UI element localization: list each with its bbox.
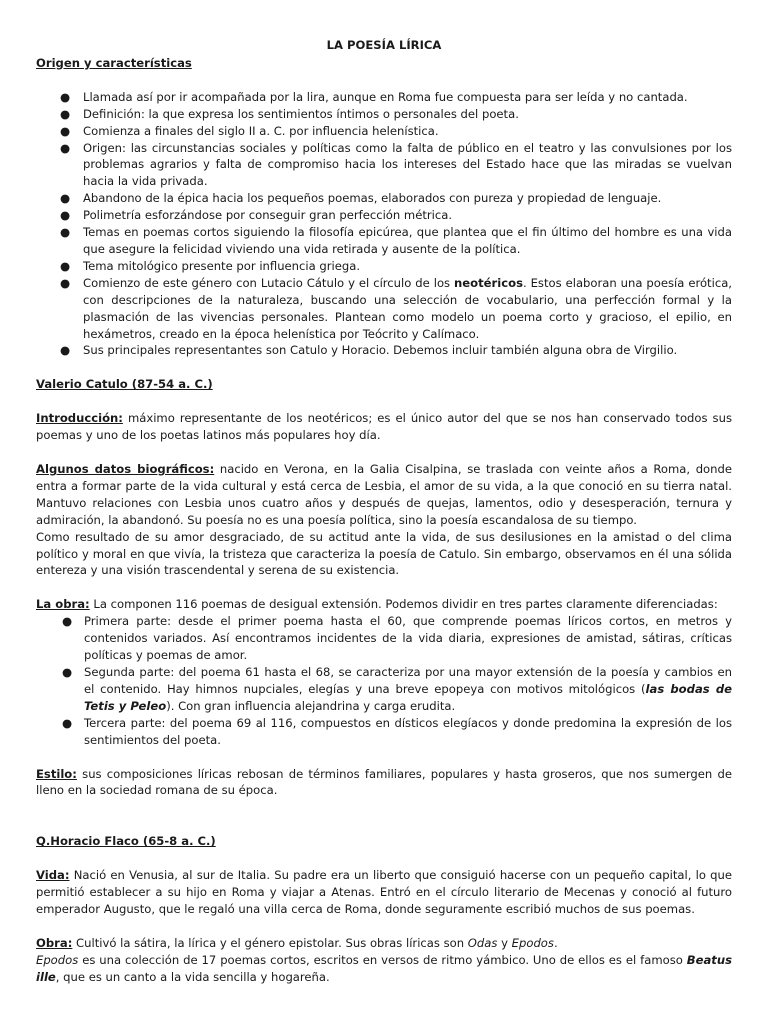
list-item: ● Temas en poemas cortos siguiendo la filosofía epicúrea, que plantea que el fin último del hombre es una vida que asegure la felicidad viviendo una vida retirada y ausente de la política. — [60, 225, 732, 256]
catulo-bio-paragraph: Algunos datos biográficos: nacido en Verona, en la Galia Cisalpina, se traslada con veinte años a Roma, donde entra a formar parte de la vida cultural y está cerca de Lesbia, el amor de su vida, a la que conoció en su tierra natal. Mantuvo relaciones con Lesbia unos cuatro años y después de quejas, lamentos, odio y desesperación, ternura y admiración, la abandonó. Su poesía no es una poesía política, sino la poesía escandalosa de su tiempo. — [36, 462, 732, 527]
list-item: ● Comienza a finales del siglo II a. C. por influencia helenística. — [60, 123, 439, 138]
bullet-icon: ● — [60, 275, 71, 290]
bullet-icon: ● — [60, 140, 71, 155]
catulo-intro-paragraph: Introducción: máximo representante de los neotéricos; es el único autor del que se nos han conservado todos sus poemas y uno de los poetas latinos más populares hoy día. — [36, 411, 732, 443]
bodas-title: las bodas de Tetis y Peleo — [84, 681, 732, 713]
origen-bullet-list — [36, 89, 732, 360]
section-heading-catulo: Valerio Catulo (87-54 a. C.) — [36, 377, 213, 392]
bullet-icon: ● — [60, 258, 71, 273]
neotericos-term: neotéricos — [454, 275, 523, 290]
bullet-icon: ● — [60, 225, 71, 240]
horacio-obra-paragraph: Obra: Cultivó la sátira, la lírica y el género epistolar. Sus obras líricas son Odas y Epodos. — [36, 935, 558, 950]
bullet-icon: ● — [60, 123, 71, 138]
obra-label: Obra: — [36, 935, 73, 950]
odas-title: Odas — [467, 935, 498, 950]
epodos-title: Epodos — [36, 952, 79, 967]
bullet-icon: ● — [60, 191, 71, 206]
bullet-icon: ● — [60, 89, 71, 104]
bullet-icon: ● — [60, 106, 71, 121]
vida-label: Vida: — [36, 868, 70, 883]
list-item: ● Primera parte: desde el primer poema hasta el 60, que comprende poemas líricos cortos, en metros y contenidos variados. Así encontramos incidentes de la vida diaria, expresiones de amistad, sátiras, críticas políticas y poemas de amor. — [62, 614, 732, 663]
horacio-epodos-paragraph: Epodos es una colección de 17 poemas cortos, escritos en versos de ritmo yámbico. Uno de ellos es el famoso Beatus ille, que es un canto a la vida sencilla y hogareña. — [36, 952, 732, 984]
list-item: ● Tema mitológico presente por influencia griega. — [60, 258, 361, 273]
list-item: ● Origen: las circunstancias sociales y políticas como la falta de público en el teatro y las convulsiones por los problemas agrarios y falta de compromiso hacia los intereses del Estado hace que las miradas se vuelvan hacia la vida privada. — [60, 140, 732, 189]
bullet-icon: ● — [60, 208, 71, 223]
obra-label: La obra: — [36, 597, 90, 612]
catulo-bio-paragraph-2: Como resultado de su amor desgraciado, de su actitud ante la vida, de sus desilusiones en la amistad o del clima político y moral en que vivía, la tristeza que caracteriza la poesía de Catulo. Sin embargo, observamos en él una sólida entereza y una visión trascendental y serena de su existencia. — [36, 529, 732, 578]
list-item: ● Segunda parte: del poema 61 hasta el 68, se caracteriza por una mayor extensión de la poesía y cambios en el contenido. Hay himnos nupciales, elegías y una breve epopeya con motivos mitológicos (las bodas de Tetis y Peleo). Con gran influencia alejandrina y carga erudita. — [62, 665, 732, 713]
catulo-obra-paragraph: La obra: La componen 116 poemas de desigual extensión. Podemos dividir en tres partes claramente diferenciadas: — [36, 597, 718, 612]
estilo-label: Estilo: — [36, 766, 77, 781]
horacio-vida-paragraph: Vida: Nació en Venusia, al sur de Italia. Su padre era un liberto que consiguió hacerse con un pequeño capital, lo que permitió establecer a su hijo en Roma y viajar a Atenas. Entró en el círculo literario de Mecenas y conoció al futuro emperador Augusto, que le regaló una villa cerca de Roma, donde seguramente escribió muchos de sus poemas. — [36, 868, 732, 917]
list-item: ● Polimetría esforzándose por conseguir gran perfección métrica. — [60, 208, 453, 223]
bio-label: Algunos datos biográficos: — [36, 462, 215, 477]
list-item: ● Llamada así por ir acompañada por la lira, aunque en Roma fue compuesta para ser leída y no cantada. — [60, 89, 688, 104]
list-item: ● Comienzo de este género con Lutacio Cátulo y el círculo de los neotéricos. Estos elaboran una poesía erótica, con descripciones de la naturaleza, buscando una selección de vocabulario, una perfección formal y la plasmación de las vivencias personales. Plantean como modelo un poema corto y gracioso, el epilio, en hexámetros, creado en la época helenística por Teócrito y Calímaco. — [60, 275, 732, 341]
bullet-icon: ● — [62, 614, 73, 629]
beatus-ille-title: Beatus ille — [36, 952, 732, 984]
bullet-icon: ● — [62, 665, 73, 679]
epodos-title: Epodos — [511, 935, 554, 950]
list-item: ● Tercera parte: del poema 69 al 116, compuestos en dísticos elegíacos y donde predomina la expresión de los sentimientos del poeta. — [62, 715, 732, 747]
catulo-parts-list — [36, 613, 732, 748]
page-title: LA POESÍA LÍRICA — [326, 38, 442, 52]
list-item: ● Sus principales representantes son Catulo y Horacio. Debemos incluir también alguna obra de Virgilio. — [60, 343, 678, 358]
intro-label: Introducción: — [36, 411, 123, 426]
list-item: ● Definición: la que expresa los sentimientos íntimos o personales del poeta. — [60, 106, 519, 121]
bullet-icon: ● — [62, 715, 73, 730]
section-heading-origen: Origen y características — [36, 55, 192, 70]
section-heading-horacio: Q.Horacio Flaco (65-8 a. C.) — [36, 834, 216, 849]
catulo-estilo-paragraph: Estilo: sus composiciones líricas rebosan de términos familiares, populares y hasta groseros, que nos sumergen de lleno en la sociedad romana de su época. — [36, 766, 732, 798]
list-item: ● Abandono de la épica hacia los pequeños poemas, elaborados con pureza y propiedad de lenguaje. — [60, 191, 662, 206]
bullet-icon: ● — [60, 343, 71, 358]
